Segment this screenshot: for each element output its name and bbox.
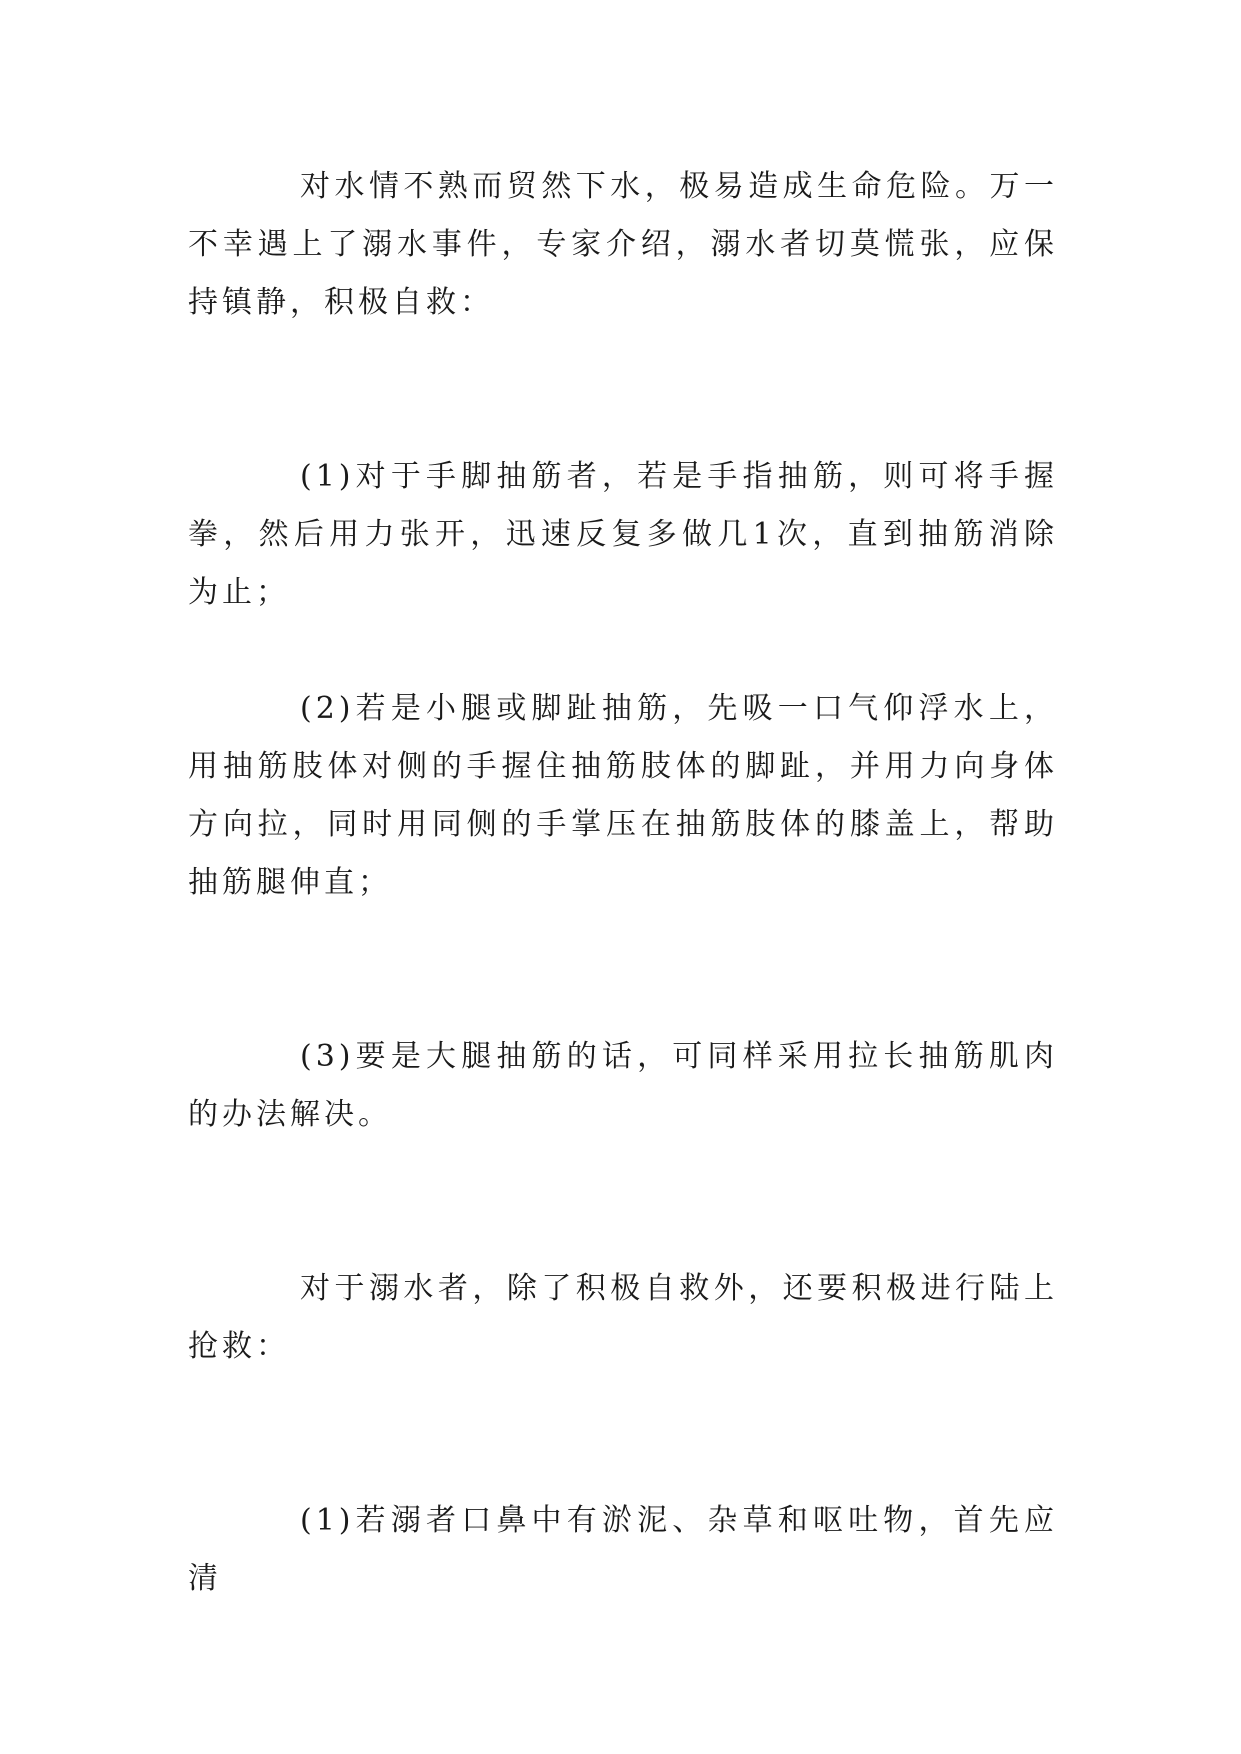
paragraph-intro: 对水情不熟而贸然下水，极易造成生命危险。万一不幸遇上了溺水事件，专家介绍，溺水者切莫慌张，应保持镇静，积极自救： bbox=[188, 169, 1058, 320]
paragraph-calf-cramp: (2)若是小腿或脚趾抽筋，先吸一口气仰浮水上，用抽筋肢体对侧的手握住抽筋肢体的脚趾，并用力向身体方向拉，同时用同侧的手掌压在抽筋肢体的膝盖上，帮助抽筋腿伸直； bbox=[188, 691, 1058, 900]
paragraph-land-rescue: 对于溺水者，除了积极自救外，还要积极进行陆上抢救： bbox=[188, 1271, 1058, 1364]
paragraph-thigh-cramp: (3)要是大腿抽筋的话，可同样采用拉长抽筋肌肉的办法解决。 bbox=[188, 1039, 1058, 1132]
paragraph-clear-airway: (1)若溺者口鼻中有淤泥、杂草和呕吐物，首先应清 bbox=[188, 1503, 1058, 1596]
paragraph-hand-cramp: (1)对于手脚抽筋者，若是手指抽筋，则可将手握拳，然后用力张开，迅速反复多做几1次，直到抽筋消除为止； bbox=[188, 459, 1058, 610]
